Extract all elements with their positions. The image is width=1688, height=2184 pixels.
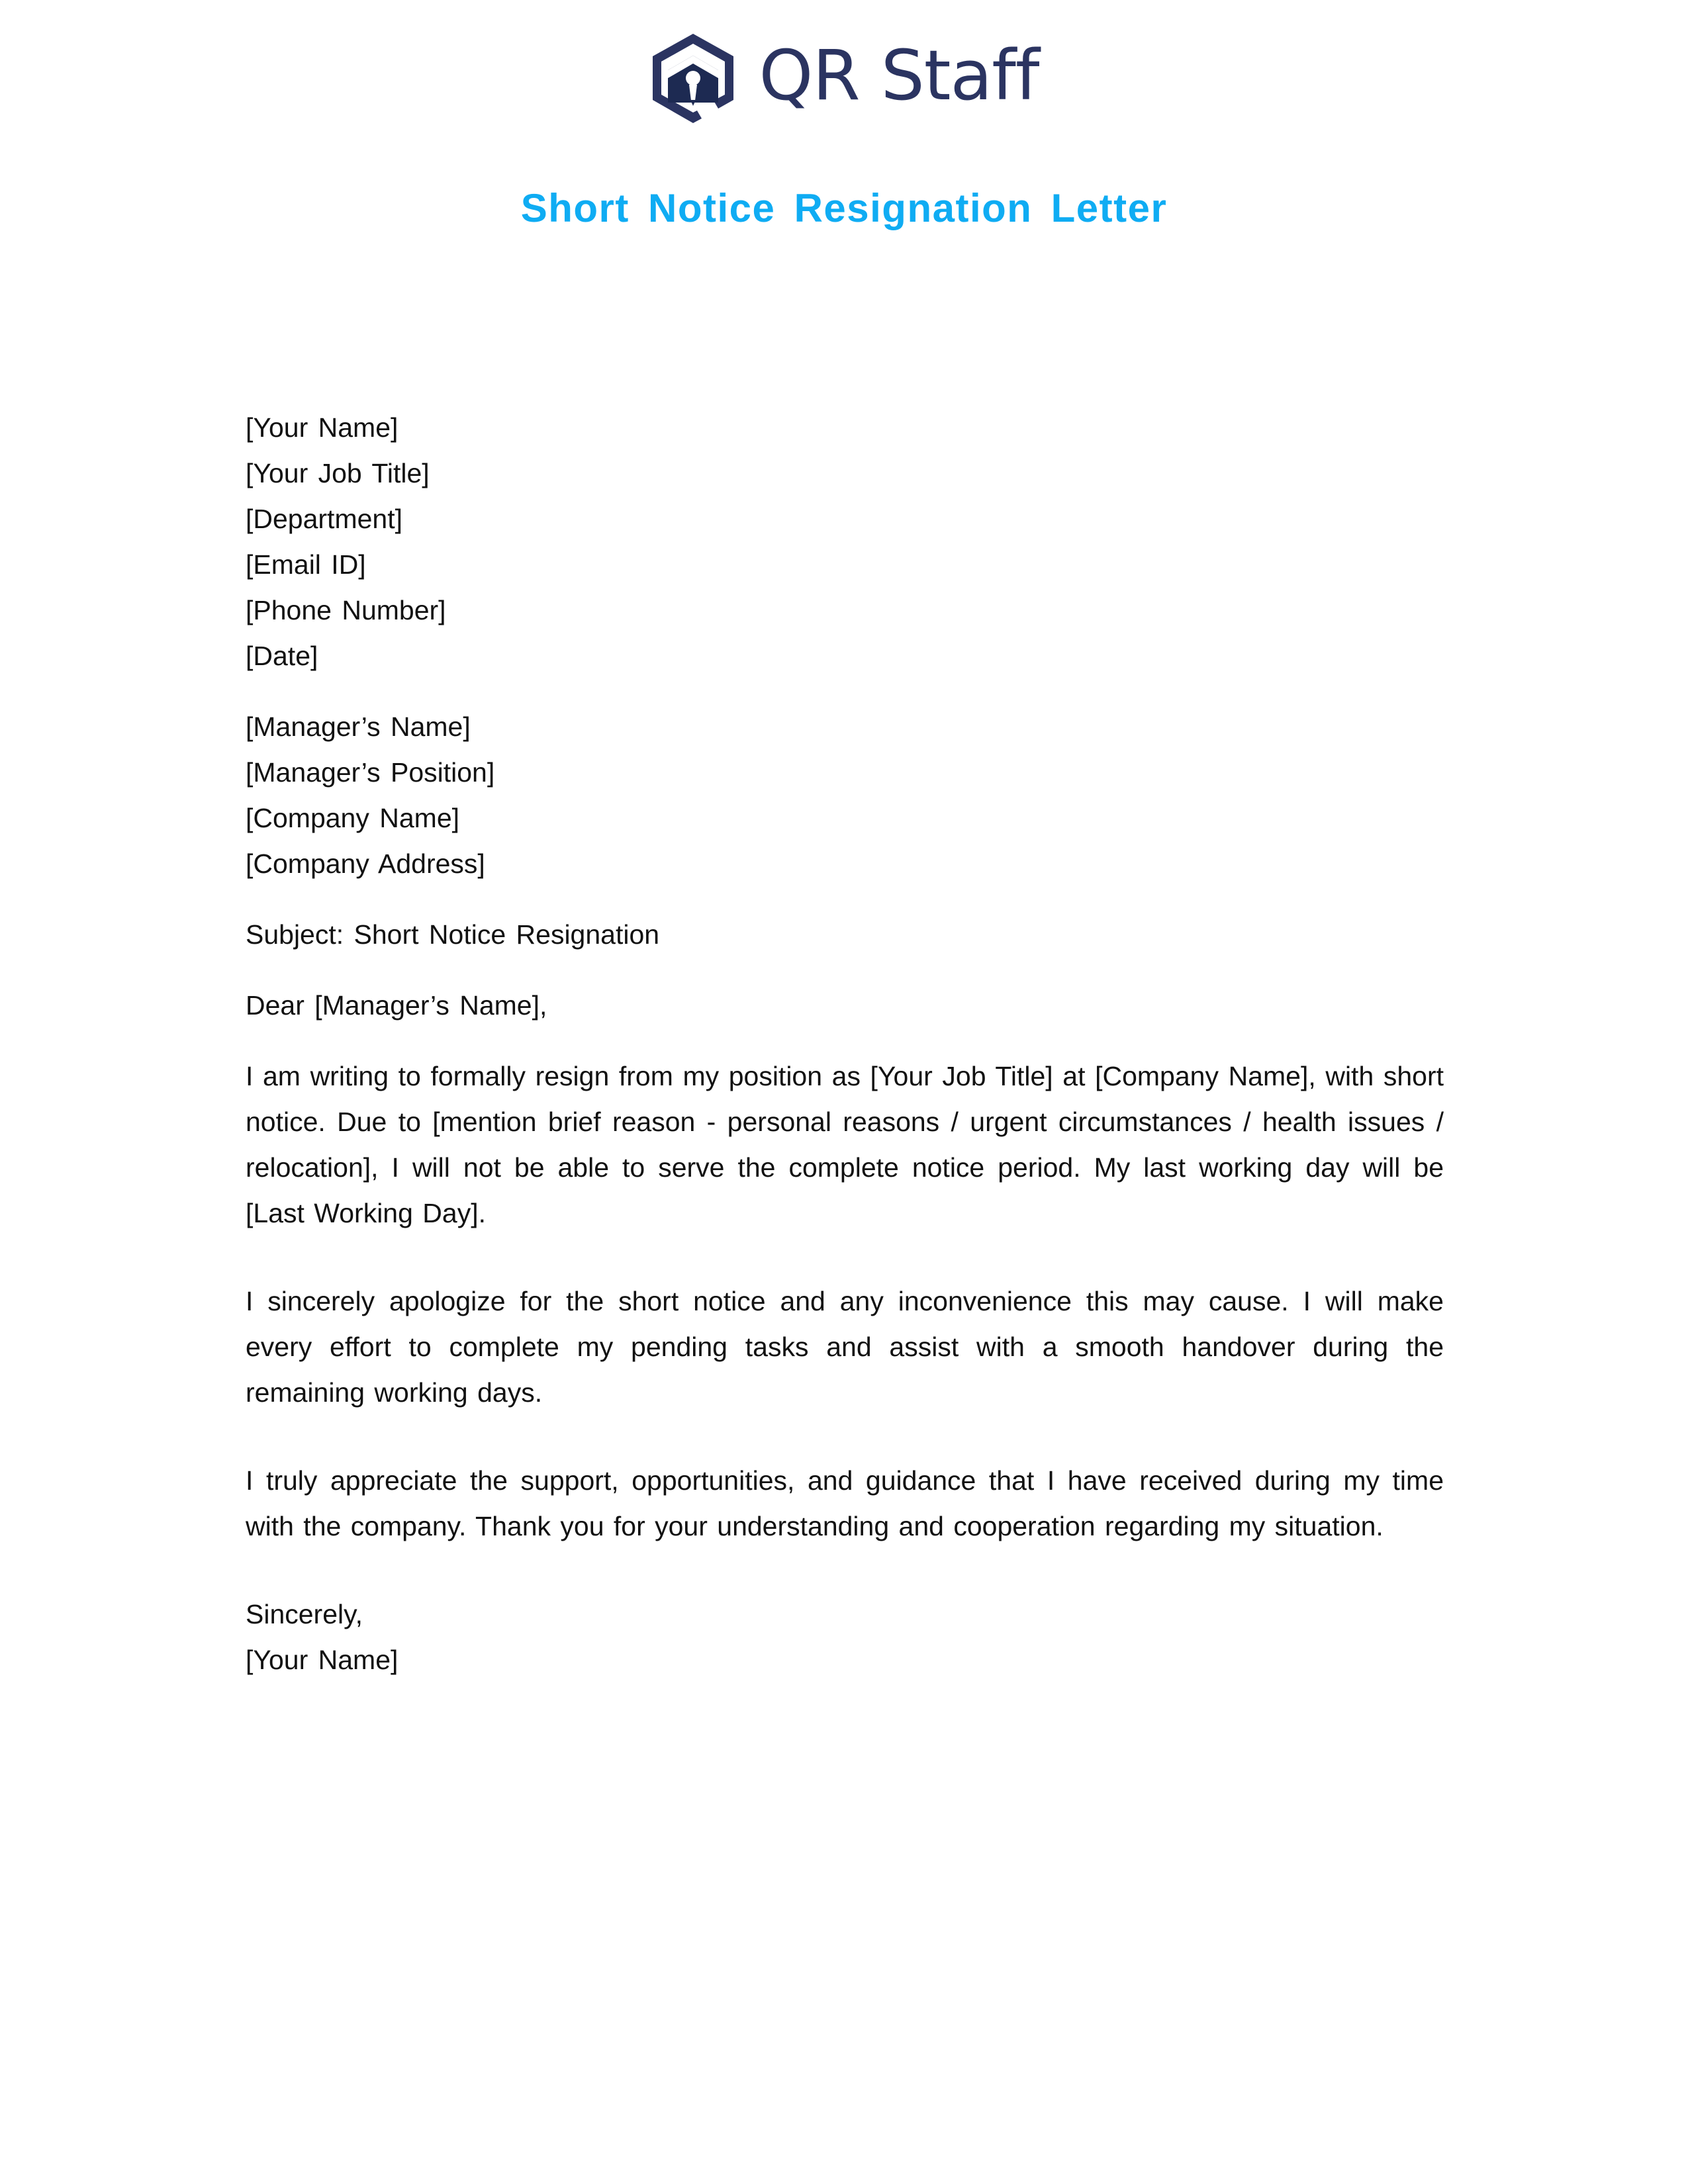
paragraph-appreciation: I truly appreciate the support, opportunities, and guidance that I have received during my time with the company. Thank you for your understanding and cooperation regarding my situation.: [246, 1465, 1444, 1541]
sender-name: [Your Name]: [246, 412, 399, 443]
sender-phone: [Phone Number]: [246, 595, 446, 625]
qr-staff-hexagon-tie-logo-icon: [649, 32, 737, 124]
subject-line: Subject: Short Notice Resignation: [246, 919, 660, 950]
sender-address-block: [246, 405, 1444, 679]
paragraph-resignation: I am writing to formally resign from my position as [Your Job Title] at [Company Name], with short notice. Due to [mention brief reason - personal reasons / urgent circumstances / health issues / relocation], I will not be able to serve the complete notice period. My last working day will be [Last Working Day].: [246, 1061, 1444, 1228]
sender-email: [Email ID]: [246, 549, 366, 580]
closing-line: Sincerely,: [246, 1599, 363, 1629]
recipient-address-block: [246, 704, 1444, 887]
sender-department: [Department]: [246, 504, 402, 534]
letter-body: [246, 405, 1444, 1683]
paragraph-apology: I sincerely apologize for the short notice and any inconvenience this may cause. I will make every effort to complete my pending tasks and assist with a smooth handover during the remaining working days.: [246, 1286, 1444, 1408]
signature-block: [246, 1592, 1444, 1683]
page-title: Short Notice Resignation Letter: [520, 186, 1168, 230]
company-address: [Company Address]: [246, 848, 485, 879]
sender-job-title: [Your Job Title]: [246, 458, 430, 488]
manager-position: [Manager’s Position]: [246, 757, 495, 788]
signature-name: [Your Name]: [246, 1645, 399, 1675]
brand-header: [0, 32, 1688, 124]
manager-name: [Manager’s Name]: [246, 711, 471, 742]
salutation-line: Dear [Manager’s Name],: [246, 990, 547, 1021]
brand-wordmark: QR Staff: [759, 35, 1039, 116]
sender-date: [Date]: [246, 641, 318, 671]
company-name: [Company Name]: [246, 803, 460, 833]
